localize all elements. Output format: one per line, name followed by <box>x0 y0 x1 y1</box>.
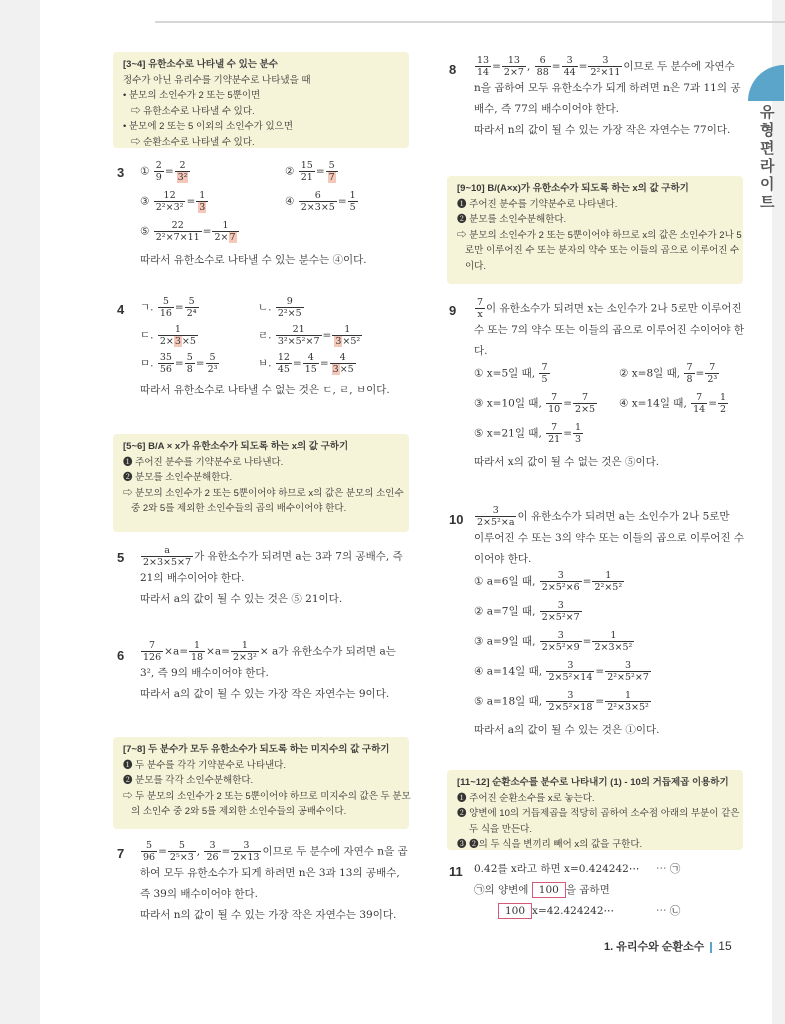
text: 이어야 한다. <box>474 553 532 565</box>
text: 이므로 두 분수에 자연수 <box>623 60 735 73</box>
problem-3: ① $\frac{2}{9}$ = $\frac{2}{\text{3²}}$ ② $\frac{15}{21}$ = $\frac{5}{7}$ ③ $\frac{12}{\text{2²×3²}}$ = $\frac{1}{3}$ ④ $\frac{6}{2\times 3\times 5}$ = $\frac{1}{5}$ ⑤ $\frac{22}{\text{2²×7×11}}$ = $\frac{1}{2\times 7}$ 따라서 유한소수로 나타낼 수 있는 분수는 ④이다. <box>140 160 420 271</box>
tip-line: • 분모에 2 또는 5 이외의 소인수가 있으면 <box>123 121 294 132</box>
tip-box-title: [11~12] 순환소수를 분수로 나타내기 (1) - 10의 거듭제곱 이용하기 <box>457 777 729 788</box>
tip-box-3-4 <box>113 52 409 148</box>
tip-line: ❶ 주어진 분수를 기약분수로 나타낸다. <box>123 456 284 468</box>
tip-line: ❸ ❷의 두 식을 변끼리 빼어 x의 값을 구한다. <box>457 839 643 850</box>
text: x=42.424242⋯ <box>532 905 615 917</box>
tip-line: 의 소인수 중 2와 5를 제외한 소인수들의 공배수이다. <box>131 806 347 817</box>
tip-line: 중 2와 5를 제외한 소인수들의 곱의 배수이어야 한다. <box>131 503 347 514</box>
tip-line: ⇨ 분모의 소인수가 2 또는 5뿐이어야 하므로 x의 값은 소인수가 2나 5 <box>457 229 742 241</box>
side-tab-accent <box>748 65 784 101</box>
problem-number: 9 <box>449 303 457 318</box>
equation-mark: ⋯ ㉡ <box>656 905 681 917</box>
text: 이므로 두 분수에 자연수 n을 곱 <box>262 845 408 858</box>
tip-box-11-12 <box>447 770 743 850</box>
problem-number: 8 <box>449 62 457 77</box>
tip-line: 정수가 아닌 유리수를 기약분수로 나타냈을 때 <box>123 74 311 86</box>
text: n을 곱하여 모두 유한소수가 되게 하려면 n은 7과 11의 공 <box>474 82 741 94</box>
page-number: 15 <box>718 939 732 953</box>
conclusion: 따라서 a의 값이 될 수 있는 것은 ⑤ 21이다. <box>140 593 343 605</box>
problem-4: ㄱ. $\frac{5}{16}$ = $\frac{5}{\text{2⁴}}$ ㄴ. $\frac{9}{\text{2²×5}}$ ㄷ. $\frac{1}{2\times 3\times 5}$ ㄹ. $\frac{21}{\text{3²×5²×7}}$ = $\frac{1}{\text{3×5²}}$ ㅁ. $\frac{35}{56}$ = $\frac{5}{8}$ = $\frac{5}{\text{2³}}$ ㅂ. $\frac{12}{45}$ = $\frac{4}{15}$ = $\frac{4}{3\times 5}$ 따라서 유한소수로 나타낼 수 없는 것은 ㄷ, ㄹ, ㅂ이다. <box>140 296 420 401</box>
problem-number: 7 <box>117 846 125 861</box>
problem-number: 11 <box>449 864 463 879</box>
text: 배수, 즉 77의 배수이어야 한다. <box>474 103 619 115</box>
tip-line: ❷ 양변에 10의 거듭제곱을 적당히 곱하여 소수점 아래의 부분이 같은 <box>457 808 740 819</box>
conclusion: 따라서 a의 값이 될 수 있는 것은 ①이다. <box>474 724 660 736</box>
conclusion: 따라서 a의 값이 될 수 있는 가장 작은 자연수는 9이다. <box>140 688 390 700</box>
problem-7: $\frac{5}{96}$ = $\frac{5}{\text{2⁵×3}}$ , $\frac{3}{26}$ = $\frac{3}{2\times 13}$ 이므로 두 분수에 자연수 n을 곱 하여 모두 유한소수가 되게 하려면 n은 3과 13의 공배수, 즉 39의 배수이어야 한다. 따라서 n의 값이 될 수 있는 가장 작은 자연수는 39이다. <box>140 840 425 926</box>
tip-line: ⇨ 유한소수로 나타낼 수 있다. <box>131 105 255 117</box>
tip-line: ❶ 주어진 순환소수를 x로 놓는다. <box>457 792 595 804</box>
text: 즉 39의 배수이어야 한다. <box>140 888 258 900</box>
problem-number: 4 <box>117 302 125 317</box>
text: 가 유한소수가 되려면 a는 3과 7의 공배수, 즉 <box>194 550 403 563</box>
text: 0.42̇를 x라고 하면 x=0.424242⋯ <box>474 863 640 875</box>
problem-6: $\frac{7}{126}$ ×a= $\frac{1}{18}$ ×a= $\frac{1}{\text{2×3²}}$ × a가 유한소수가 되려면 a는 3², 즉 9의 배수이어야 한다. 따라서 a의 값이 될 수 있는 가장 작은 자연수는 9이다. <box>140 640 420 705</box>
text: 21의 배수이어야 한다. <box>140 572 245 584</box>
tip-line: ❶ 주어진 분수를 기약분수로 나타낸다. <box>457 198 618 210</box>
text: 이 유한소수가 되려면 a는 소인수가 2나 5로만 <box>517 510 730 523</box>
tip-box-title: [9~10] B/(A×x)가 유한소수가 되도록 하는 x의 값 구하기 <box>457 183 689 194</box>
tip-box-title: [5~6] B/A × x가 유한소수가 되도록 하는 x의 값 구하기 <box>123 441 349 452</box>
conclusion: 따라서 유한소수로 나타낼 수 있는 분수는 ④이다. <box>140 254 367 266</box>
footer-divider <box>710 942 712 953</box>
problem-11 <box>474 859 749 922</box>
problem-5: $\frac{a}{2\times 3\times 5\times 7}$ 가 유한소수가 되려면 a는 3과 7의 공배수, 즉 21의 배수이어야 한다. 따라서 a의 값이 될 수 있는 것은 ⑤ 21이다. <box>140 545 420 610</box>
tip-line: ⇨ 순환소수로 나타낼 수 있다. <box>131 136 255 148</box>
top-rule <box>155 21 785 23</box>
problem-number: 3 <box>117 165 125 180</box>
tip-box-title: [3~4] 유한소수로 나타낼 수 있는 분수 <box>123 59 278 70</box>
tip-line: ❶ 두 분수를 각각 기약분수로 나타낸다. <box>123 759 286 771</box>
page-footer <box>604 938 732 954</box>
tip-box-7-8 <box>113 737 409 829</box>
chapter-label: 1. 유리수와 순환소수 <box>604 941 705 953</box>
tip-line: ⇨ 두 분모의 소인수가 2 또는 5뿐이어야 하므로 미지수의 값은 두 분모 <box>123 790 411 802</box>
side-tab <box>748 65 784 215</box>
answer-box: 100 <box>498 903 532 919</box>
tip-box-title: [7~8] 두 분수가 모두 유한소수가 되도록 하는 미지수의 값 구하기 <box>123 744 390 755</box>
tip-line: • 분모의 소인수가 2 또는 5뿐이면 <box>123 90 261 101</box>
tip-line: ❷ 분모를 각각 소인수분해한다. <box>123 775 254 786</box>
text: 3², 즉 9의 배수이어야 한다. <box>140 667 269 679</box>
tip-line: ❷ 분모를 소인수분해한다. <box>123 472 233 483</box>
tip-line: 로만 이루어진 수 또는 분자의 약수 또는 이들의 곱으로 이루어진 수 <box>465 245 740 256</box>
problem-10: $\frac{3}{\text{2×5²×a}}$ 이 유한소수가 되려면 a는 소인수가 2나 5로만 이루어진 수 또는 3의 약수 또는 이들의 곱으로 이루어진 수 이어야 한다. ① a=6일 때, $\frac{3}{\text{2×5²×6}}$ = $\frac{1}{\text{2²×5²}}$ ② a=7일 때, $\frac{3}{\text{2×5²×7}}$ ③ a=9일 때, $\frac{3}{\text{2×5²×9}}$ = $\frac{1}{\text{2×3×5²}}$ ④ a=14일 때, $\frac{3}{\text{2×5²×14}}$ = $\frac{3}{\text{2²×5²×7}}$ ⑤ a=18일 때, $\frac{3}{\text{2×5²×18}}$ = $\frac{1}{\text{2²×3×5²}}$ 따라서 a의 값이 될 수 있는 것은 ①이다. <box>474 505 749 741</box>
tip-box-5-6 <box>113 434 409 532</box>
tip-line: 이다. <box>465 260 486 272</box>
side-tab-label: 유형편 라이트 <box>760 103 775 211</box>
problem-number: 5 <box>117 550 125 565</box>
problem-9: $\frac{7}{x}$ 이 유한소수가 되려면 x는 소인수가 2나 5로만 이루어진 수 또는 7의 약수 또는 이들의 곱으로 이루어진 수이어야 한 다. ① x=5일 때, $\frac{7}{5}$ ② x=8일 때, $\frac{7}{8}$ = $\frac{7}{\text{2³}}$ ③ x=10일 때, $\frac{7}{10}$ = $\frac{7}{2\times 5}$ ④ x=14일 때, $\frac{7}{14}$ = $\frac{1}{2}$ ⑤ x=21일 때, $\frac{7}{21}$ = $\frac{1}{3}$ 따라서 x의 값이 될 수 없는 것은 ⑤이다. <box>474 297 749 473</box>
text: 하여 모두 유한소수가 되게 하려면 n은 3과 13의 공배수, <box>140 867 400 879</box>
text: 을 곱하면 <box>565 884 610 896</box>
tip-box-9-10 <box>447 176 743 284</box>
text: ㉠의 양변에 <box>474 884 529 896</box>
text: 수 또는 7의 약수 또는 이들의 곱으로 이루어진 수이어야 한 <box>474 324 745 336</box>
conclusion: 따라서 n의 값이 될 수 있는 가장 작은 자연수는 77이다. <box>474 124 731 136</box>
text: 이루어진 수 또는 3의 약수 또는 이들의 곱으로 이루어진 수 <box>474 532 745 544</box>
conclusion: 따라서 x의 값이 될 수 없는 것은 ⑤이다. <box>474 456 660 468</box>
tip-line: ❷ 분모를 소인수분해한다. <box>457 214 567 225</box>
conclusion: 따라서 유한소수로 나타낼 수 없는 것은 ㄷ, ㄹ, ㅂ이다. <box>140 384 390 396</box>
tip-line: 두 식을 만든다. <box>469 823 532 835</box>
problem-number: 6 <box>117 648 125 663</box>
conclusion: 따라서 n의 값이 될 수 있는 가장 작은 자연수는 39이다. <box>140 909 397 921</box>
text: 이 유한소수가 되려면 x는 소인수가 2나 5로만 이루어진 <box>486 302 742 315</box>
problem-number: 10 <box>449 512 464 527</box>
equation-mark: ⋯ ㉠ <box>656 863 681 875</box>
tip-line: ⇨ 분모의 소인수가 2 또는 5뿐이어야 하므로 x의 값은 분모의 소인수 <box>123 487 404 499</box>
text: × a가 유한소수가 되려면 a는 <box>259 645 396 658</box>
answer-box: 100 <box>532 882 566 898</box>
problem-8: $\frac{13}{14}$ = $\frac{13}{2\times 7}$ , $\frac{6}{88}$ = $\frac{3}{44}$ = $\frac{3}{\text{2²×11}}$ 이므로 두 분수에 자연수 n을 곱하여 모두 유한소수가 되게 하려면 n은 7과 11의 공 배수, 즉 77의 배수이어야 한다. 따라서 n의 값이 될 수 있는 가장 작은 자연수는 77이다. <box>474 55 749 141</box>
text: 다. <box>474 345 488 357</box>
